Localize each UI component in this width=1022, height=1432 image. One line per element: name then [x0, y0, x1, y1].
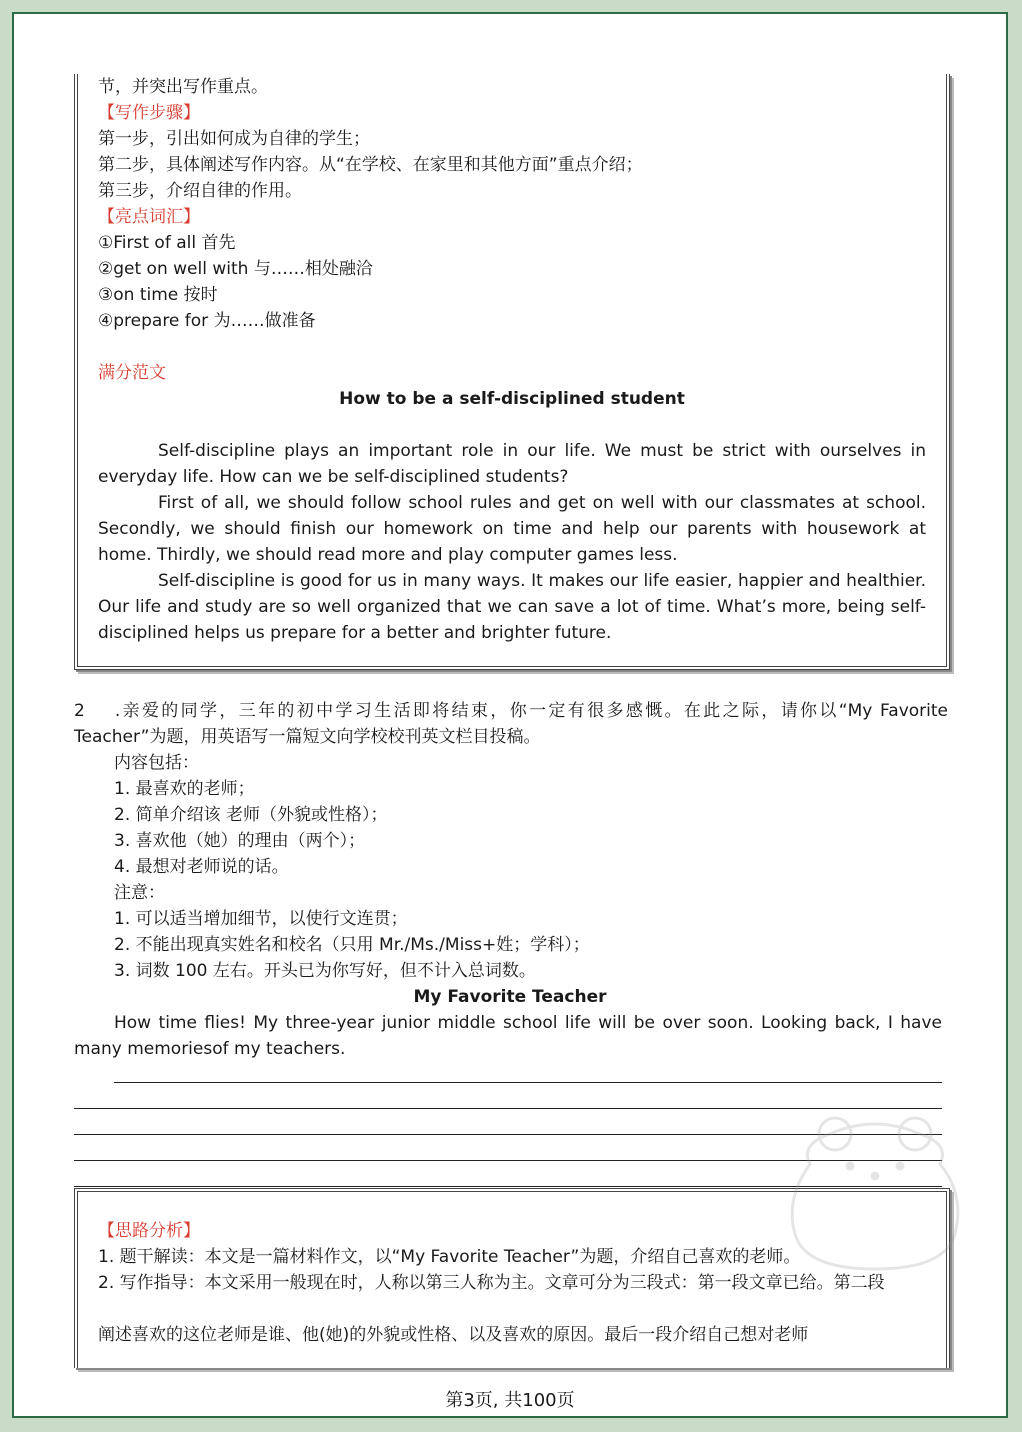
text-line: 节，并突出写作重点。: [98, 77, 268, 97]
essay-title: How to be a self-disciplined student: [339, 389, 685, 409]
question-text: .亲爱的同学，三年的初中学习生活即将结束，你一定有很多感慨。在此之际，请你以“My Favorite Teacher”为题，用英语写一篇短文向学校校刊英文栏目投稿。: [74, 701, 948, 747]
essay-paragraph: Self-discipline plays an important role in our life. We must be strict with ourselves in everyday life. How can we be self-disciplined students?: [98, 441, 926, 487]
content-item: 1. 最喜欢的老师；: [114, 779, 255, 799]
note-item: 3. 词数 100 左右。开头已为你写好，但不计入总词数。: [114, 961, 536, 981]
answer-title: My Favorite Teacher: [413, 987, 607, 1007]
page-footer: 第3页, 共100页: [445, 1390, 575, 1411]
answer-opening: How time flies! My three-year junior middle school life will be over soon. Looking back, I have many memoriesof my teachers.: [74, 1013, 942, 1059]
note-item: 2. 不能出现真实姓名和校名（只用 Mr./Ms./Miss+姓；学科）；: [114, 935, 590, 955]
essay-label: 满分范文: [98, 363, 166, 383]
content-item: 3. 喜欢他（她）的理由（两个）；: [114, 831, 366, 851]
section-heading-steps: 【写作步骤】: [98, 103, 200, 123]
writing-line[interactable]: [114, 1082, 942, 1083]
answer-box-top: [74, 74, 950, 670]
vocab-item: ②get on well with 与……相处融洽: [98, 259, 373, 279]
vocab-item: ①First of all 首先: [98, 233, 236, 253]
analysis-line: 2. 写作指导：本文采用一般现在时，人称以第三人称为主。文章可分为三段式：第一段文章已给。第二段: [98, 1273, 885, 1293]
text-line: 第二步，具体阐述写作内容。从“在学校、在家里和其他方面”重点介绍；: [98, 155, 643, 175]
note-item: 1. 可以适当增加细节，以使行文连贯；: [114, 909, 408, 929]
document-page: [12, 12, 1008, 1418]
vocab-item: ③on time 按时: [98, 285, 218, 305]
essay-paragraph: First of all, we should follow school rules and get on well with our classmates at school. Secondly, we should finish our homework on time and help our parents with housework at home. Thirdly, we should read more and play computer games less.: [98, 493, 926, 565]
analysis-line: 阐述喜欢的这位老师是谁、他(她)的外貌或性格、以及喜欢的原因。最后一段介绍自己想对老师: [98, 1325, 809, 1345]
analysis-line: 1. 题干解读：本文是一篇材料作文，以“My Favorite Teacher”为题，介绍自己喜欢的老师。: [98, 1247, 801, 1267]
section-heading-vocab: 【亮点词汇】: [98, 207, 200, 227]
question-prompt: [74, 698, 948, 750]
text-line: 第一步，引出如何成为自律的学生；: [98, 129, 370, 149]
question-number: 2: [74, 701, 85, 721]
analysis-heading: 【思路分析】: [98, 1221, 200, 1241]
text-line: 第三步，介绍自律的作用。: [98, 181, 302, 201]
content-item: 4. 最想对老师说的话。: [114, 857, 289, 877]
vocab-item: ④prepare for 为……做准备: [98, 311, 316, 331]
note-label: 注意：: [114, 883, 165, 903]
essay-paragraph: Self-discipline is good for us in many ways. It makes our life easier, happier and healthier. Our life and study are so well organized that we can save a lot of time. What’s more, being self-disciplined helps us prepare for a better and brighter future.: [98, 571, 926, 643]
bear-watermark-icon: [780, 1104, 970, 1274]
content-label: 内容包括：: [114, 753, 199, 773]
content-item: 2. 简单介绍该 老师（外貌或性格）；: [114, 805, 388, 825]
